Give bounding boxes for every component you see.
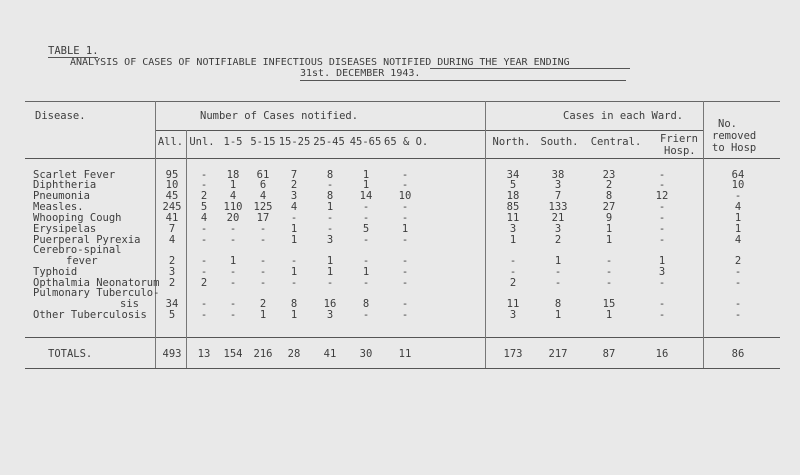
table-cell: - <box>734 298 742 310</box>
table-cell: 7 <box>554 190 562 202</box>
disease-name: Scarlet Fever <box>33 169 116 181</box>
table-cell: - <box>605 266 613 278</box>
disease-name-continued: sis <box>120 298 139 310</box>
table-cell: 1 <box>734 223 742 235</box>
table-cell: - <box>658 201 666 213</box>
table-cell: - <box>200 298 208 310</box>
table-cell: 8 <box>605 190 613 202</box>
table-cell: 15 <box>602 298 616 310</box>
table-cell: - <box>658 277 666 289</box>
table-title-line1: ANALYSIS OF CASES OF NOTIFIABLE INFECTIOUS DISEASES NOTIFIED DURING THE YEAR ENDING <box>70 57 570 68</box>
table-cell: - <box>290 277 298 289</box>
table-cell: 10 <box>165 179 179 191</box>
table-cell: 1 <box>554 255 562 267</box>
table-cell: 2 <box>554 234 562 246</box>
table-cell: 1 <box>362 169 370 181</box>
table-cell: 61 <box>256 169 270 181</box>
totals-cell: 216 <box>253 348 273 360</box>
table-cell: 1 <box>290 309 298 321</box>
table-cell: 64 <box>731 169 745 181</box>
table-cell: - <box>554 266 562 278</box>
table-cell: - <box>734 309 742 321</box>
table-cell: 2 <box>200 190 208 202</box>
table-cell: 9 <box>605 212 613 224</box>
disease-name: Other Tuberculosis <box>33 309 147 321</box>
table-cell: 10 <box>731 179 745 191</box>
table-cell: 8 <box>326 190 334 202</box>
column-header: 5-15 <box>250 136 276 148</box>
table-cell: - <box>401 277 409 289</box>
table-cell: - <box>401 266 409 278</box>
totals-cell: 217 <box>548 348 568 360</box>
totals-cell: 154 <box>223 348 243 360</box>
table-cell: 110 <box>223 201 243 213</box>
table-cell: - <box>509 266 517 278</box>
table-cell: - <box>658 212 666 224</box>
table-cell: 1 <box>509 234 517 246</box>
table-cell: - <box>259 234 267 246</box>
table-cell: 1 <box>290 234 298 246</box>
friern-header-line1: Friern <box>660 133 698 145</box>
table-cell: 1 <box>734 212 742 224</box>
table-cell: 2 <box>734 255 742 267</box>
table-cell: 3 <box>658 266 666 278</box>
table-cell: 5 <box>362 223 370 235</box>
table-cell: 4 <box>290 201 298 213</box>
table-cell: 41 <box>165 212 179 224</box>
table-cell: 8 <box>326 169 334 181</box>
table-cell: 14 <box>359 190 373 202</box>
table-cell: 5 <box>200 201 208 213</box>
table-cell: 1 <box>605 223 613 235</box>
table-cell: 95 <box>165 169 179 181</box>
table-cell: - <box>509 255 517 267</box>
table-cell: 21 <box>551 212 565 224</box>
col-divider-wards <box>703 101 704 368</box>
table-cell: - <box>200 266 208 278</box>
table-cell: - <box>401 234 409 246</box>
table-cell: - <box>229 223 237 235</box>
title-underline <box>430 68 630 69</box>
table-cell: 1 <box>554 309 562 321</box>
table-cell: - <box>605 255 613 267</box>
totals-cell: 86 <box>731 348 745 360</box>
totals-cell: 13 <box>197 348 211 360</box>
table-cell: 38 <box>551 169 565 181</box>
removed-header-line1: No. <box>718 118 737 130</box>
table-cell: 1 <box>605 309 613 321</box>
table-cell: - <box>658 309 666 321</box>
table-cell: - <box>362 201 370 213</box>
table-cell: 8 <box>554 298 562 310</box>
table-cell: - <box>259 277 267 289</box>
table-cell: - <box>362 309 370 321</box>
table-cell: 133 <box>548 201 568 213</box>
table-cell: 4 <box>734 201 742 213</box>
table-cell: 3 <box>554 179 562 191</box>
column-header: North. <box>492 136 531 148</box>
table-cell: - <box>401 309 409 321</box>
table-cell: - <box>259 223 267 235</box>
disease-name: Puerperal Pyrexia <box>33 234 141 246</box>
title-underline-2 <box>300 80 626 81</box>
table-cell: - <box>658 234 666 246</box>
number-of-cases-header: Number of Cases notified. <box>200 110 359 122</box>
totals-cell: 28 <box>287 348 301 360</box>
table-cell: - <box>658 298 666 310</box>
table-cell: 20 <box>226 212 240 224</box>
table-cell: - <box>259 266 267 278</box>
column-header: 25-45 <box>313 136 345 148</box>
disease-name: Opthalmia Neonatorum <box>33 277 160 289</box>
table-cell: 1 <box>229 179 237 191</box>
header-divider <box>155 130 703 131</box>
table-cell: 2 <box>200 277 208 289</box>
totals-bottom-rule <box>25 368 780 369</box>
table-cell: 245 <box>162 201 182 213</box>
table-cell: 4 <box>168 234 176 246</box>
table-cell: - <box>658 223 666 235</box>
table-cell: 8 <box>290 298 298 310</box>
table-cell: 10 <box>398 190 412 202</box>
table-cell: 8 <box>362 298 370 310</box>
table-cell: 1 <box>290 223 298 235</box>
table-cell: 1 <box>290 266 298 278</box>
column-header: 15-25 <box>278 136 311 148</box>
header-bottom-rule <box>25 158 780 159</box>
table-cell: 2 <box>168 277 176 289</box>
table-cell: - <box>362 255 370 267</box>
totals-cell: 173 <box>503 348 523 360</box>
table-cell: - <box>200 234 208 246</box>
table-top-rule <box>25 101 780 102</box>
table-cell: - <box>401 212 409 224</box>
table-cell: 5 <box>168 309 176 321</box>
table-cell: - <box>200 169 208 181</box>
disease-name: Pneumonia <box>33 190 90 202</box>
table-cell: - <box>734 277 742 289</box>
table-cell: 1 <box>658 255 666 267</box>
cases-in-ward-header: Cases in each Ward. <box>563 110 684 122</box>
table-cell: - <box>401 179 409 191</box>
table-cell: - <box>326 212 334 224</box>
table-cell: 2 <box>259 298 267 310</box>
col-divider-all <box>186 130 187 368</box>
table-cell: 3 <box>509 223 517 235</box>
totals-top-rule <box>25 337 780 338</box>
table-cell: 4 <box>200 212 208 224</box>
table-cell: 18 <box>226 169 240 181</box>
table-cell: - <box>200 309 208 321</box>
column-header: 1-5 <box>223 136 243 148</box>
table-cell: 1 <box>362 179 370 191</box>
table-cell: - <box>290 255 298 267</box>
table-cell: 7 <box>168 223 176 235</box>
table-cell: 3 <box>509 309 517 321</box>
column-header: South. <box>540 136 579 148</box>
table-cell: 1 <box>326 201 334 213</box>
table-cell: 5 <box>509 179 517 191</box>
table-cell: - <box>658 179 666 191</box>
table-cell: 4 <box>229 190 237 202</box>
table-title-line2: 31st. DECEMBER 1943. <box>300 68 421 79</box>
table-cell: - <box>229 266 237 278</box>
table-cell: - <box>200 255 208 267</box>
disease-name: Whooping Cough <box>33 212 122 224</box>
removed-header-line2: removed <box>712 130 757 142</box>
table-cell: 125 <box>253 201 273 213</box>
table-cell: 3 <box>554 223 562 235</box>
disease-name: Erysipelas <box>33 223 97 235</box>
table-cell: - <box>401 169 409 181</box>
disease-name: Diphtheria <box>33 179 97 191</box>
column-header: Unl. <box>189 136 215 148</box>
table-cell: 23 <box>602 169 616 181</box>
table-cell: - <box>229 234 237 246</box>
table-cell: - <box>229 277 237 289</box>
disease-name: Cerebro-spinal <box>33 244 122 256</box>
table-cell: 2 <box>168 255 176 267</box>
table-cell: 3 <box>168 266 176 278</box>
table-cell: 18 <box>506 190 520 202</box>
table-cell: 1 <box>326 255 334 267</box>
totals-label: TOTALS. <box>48 348 93 360</box>
table-cell: - <box>658 169 666 181</box>
column-header: 65 & O. <box>384 136 429 148</box>
table-cell: 12 <box>655 190 669 202</box>
table-cell: 45 <box>165 190 179 202</box>
table-cell: - <box>326 223 334 235</box>
column-header: Central. <box>590 136 642 148</box>
table-cell: - <box>401 201 409 213</box>
table-cell: 34 <box>165 298 179 310</box>
friern-header-line2: Hosp. <box>664 145 696 157</box>
table-cell: 85 <box>506 201 520 213</box>
table-cell: - <box>362 234 370 246</box>
col-divider-ages <box>485 101 486 368</box>
table-cell: 1 <box>259 309 267 321</box>
totals-cell: 30 <box>359 348 373 360</box>
disease-name: Pulmonary Tuberculo- <box>33 287 160 299</box>
table-cell: - <box>229 309 237 321</box>
table-cell: 1 <box>362 266 370 278</box>
table-cell: - <box>401 298 409 310</box>
table-cell: 16 <box>323 298 337 310</box>
table-cell: 3 <box>290 190 298 202</box>
disease-name: Typhoid <box>33 266 78 278</box>
table-cell: 3 <box>326 309 334 321</box>
column-header: All. <box>157 136 184 148</box>
totals-cell: 11 <box>398 348 412 360</box>
totals-cell: 87 <box>602 348 616 360</box>
table-cell: 1 <box>229 255 237 267</box>
table-cell: 1 <box>605 234 613 246</box>
totals-cell: 41 <box>323 348 337 360</box>
table-cell: - <box>605 277 613 289</box>
disease-name-continued: fever <box>66 255 98 267</box>
column-header: 45-65 <box>349 136 382 148</box>
table-cell: 3 <box>326 234 334 246</box>
table-cell: 27 <box>602 201 616 213</box>
removed-header-line3: to Hosp <box>712 142 757 154</box>
disease-header: Disease. <box>35 110 86 122</box>
table-cell: - <box>200 223 208 235</box>
disease-name: Measles. <box>33 201 84 213</box>
table-cell: - <box>290 212 298 224</box>
totals-cell: 16 <box>655 348 669 360</box>
table-cell: - <box>200 179 208 191</box>
table-cell: 11 <box>506 212 520 224</box>
table-cell: - <box>229 298 237 310</box>
table-cell: 4 <box>734 234 742 246</box>
table-cell: - <box>326 179 334 191</box>
table-label: TABLE 1. <box>48 45 99 57</box>
table-cell: - <box>554 277 562 289</box>
table-cell: - <box>326 277 334 289</box>
table-cell: 2 <box>605 179 613 191</box>
table-cell: - <box>362 277 370 289</box>
table-cell: - <box>734 266 742 278</box>
table-cell: 7 <box>290 169 298 181</box>
table-cell: 6 <box>259 179 267 191</box>
table-cell: 11 <box>506 298 520 310</box>
table-cell: - <box>401 255 409 267</box>
table-cell: 4 <box>259 190 267 202</box>
table-cell: - <box>734 190 742 202</box>
totals-cell: 493 <box>162 348 182 360</box>
table-cell: 1 <box>401 223 409 235</box>
table-cell: 1 <box>326 266 334 278</box>
table-cell: 2 <box>509 277 517 289</box>
table-cell: 34 <box>506 169 520 181</box>
table-cell: 17 <box>256 212 270 224</box>
table-cell: - <box>362 212 370 224</box>
table-cell: - <box>259 255 267 267</box>
table-cell: 2 <box>290 179 298 191</box>
